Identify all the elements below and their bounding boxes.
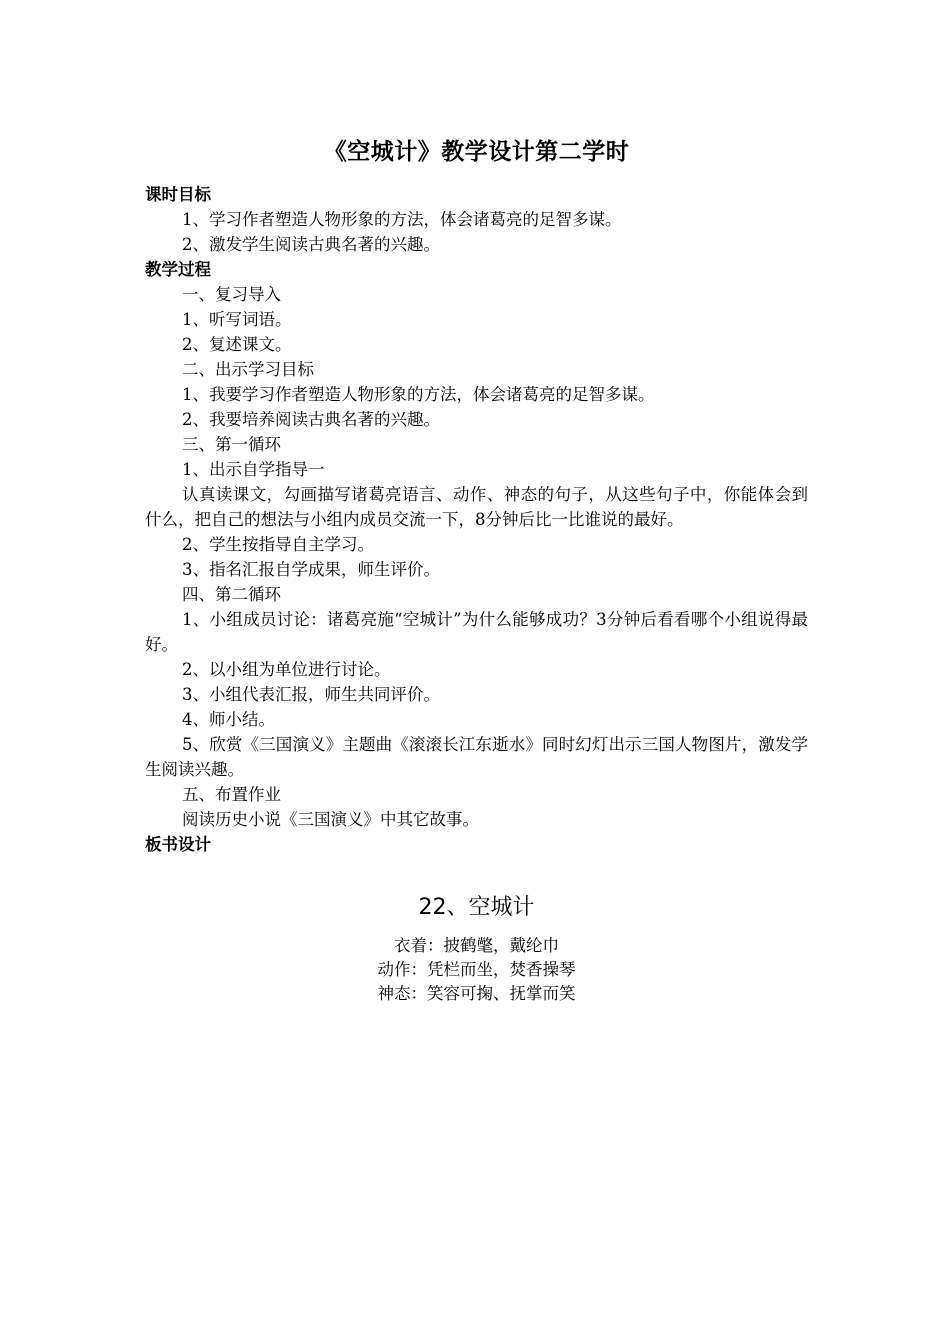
process-item: 1、听写词语。 <box>182 310 292 329</box>
process-item: 一、复习导入 <box>182 285 281 304</box>
board-title: 22、空城计 <box>418 895 535 920</box>
board-line: 衣着：披鹤氅，戴纶巾 <box>394 936 559 955</box>
process-item: 三、第一循环 <box>182 435 281 454</box>
process-item: 1、我要学习作者塑造人物形象的方法，体会诸葛亮的足智多谋。 <box>182 385 655 404</box>
process-item: 2、以小组为单位进行讨论。 <box>182 660 391 679</box>
process-item: 五、布置作业 <box>182 785 281 804</box>
process-item: 阅读历史小说《三国演义》中其它故事。 <box>182 810 479 829</box>
goal-item: 1、学习作者塑造人物形象的方法，体会诸葛亮的足智多谋。 <box>182 210 622 229</box>
board-design <box>145 894 808 1006</box>
board-line: 动作：凭栏而坐，焚香操琴 <box>377 960 576 979</box>
process-item: 1、出示自学指导一 <box>182 460 325 479</box>
process-item: 2、学生按指导自主学习。 <box>182 535 374 554</box>
document-page <box>145 130 808 1006</box>
process-paragraph: 认真读课文，勾画描写诸葛亮语言、动作、神态的句子，从这些句子中，你能体会到什么，把自己的想法与小组内成员交流一下，8分钟后比一比谁说的最好。 <box>145 485 808 529</box>
process-item: 3、小组代表汇报，师生共同评价。 <box>182 685 440 704</box>
process-item: 3、指名汇报自学成果，师生评价。 <box>182 560 440 579</box>
section-heading-goals: 课时目标 <box>145 185 211 204</box>
goal-item: 2、激发学生阅读古典名著的兴趣。 <box>182 235 440 254</box>
section-heading-process: 教学过程 <box>145 260 211 279</box>
board-line: 神态：笑容可掬、抚掌而笑 <box>377 984 576 1003</box>
process-item: 四、第二循环 <box>182 585 281 604</box>
process-item: 2、我要培养阅读古典名著的兴趣。 <box>182 410 440 429</box>
process-item: 二、出示学习目标 <box>182 360 314 379</box>
section-heading-board: 板书设计 <box>145 835 211 854</box>
process-paragraph: 5、欣赏《三国演义》主题曲《滚滚长江东逝水》同时幻灯出示三国人物图片，激发学生阅读兴趣。 <box>145 735 808 779</box>
process-item: 2、复述课文。 <box>182 335 292 354</box>
process-item: 4、师小结。 <box>182 710 275 729</box>
document-title: 《空城计》教学设计第二学时 <box>323 139 630 165</box>
process-paragraph: 1、小组成员讨论：诸葛亮施“空城计”为什么能够成功？3分钟后看看哪个小组说得最好。 <box>145 610 808 654</box>
